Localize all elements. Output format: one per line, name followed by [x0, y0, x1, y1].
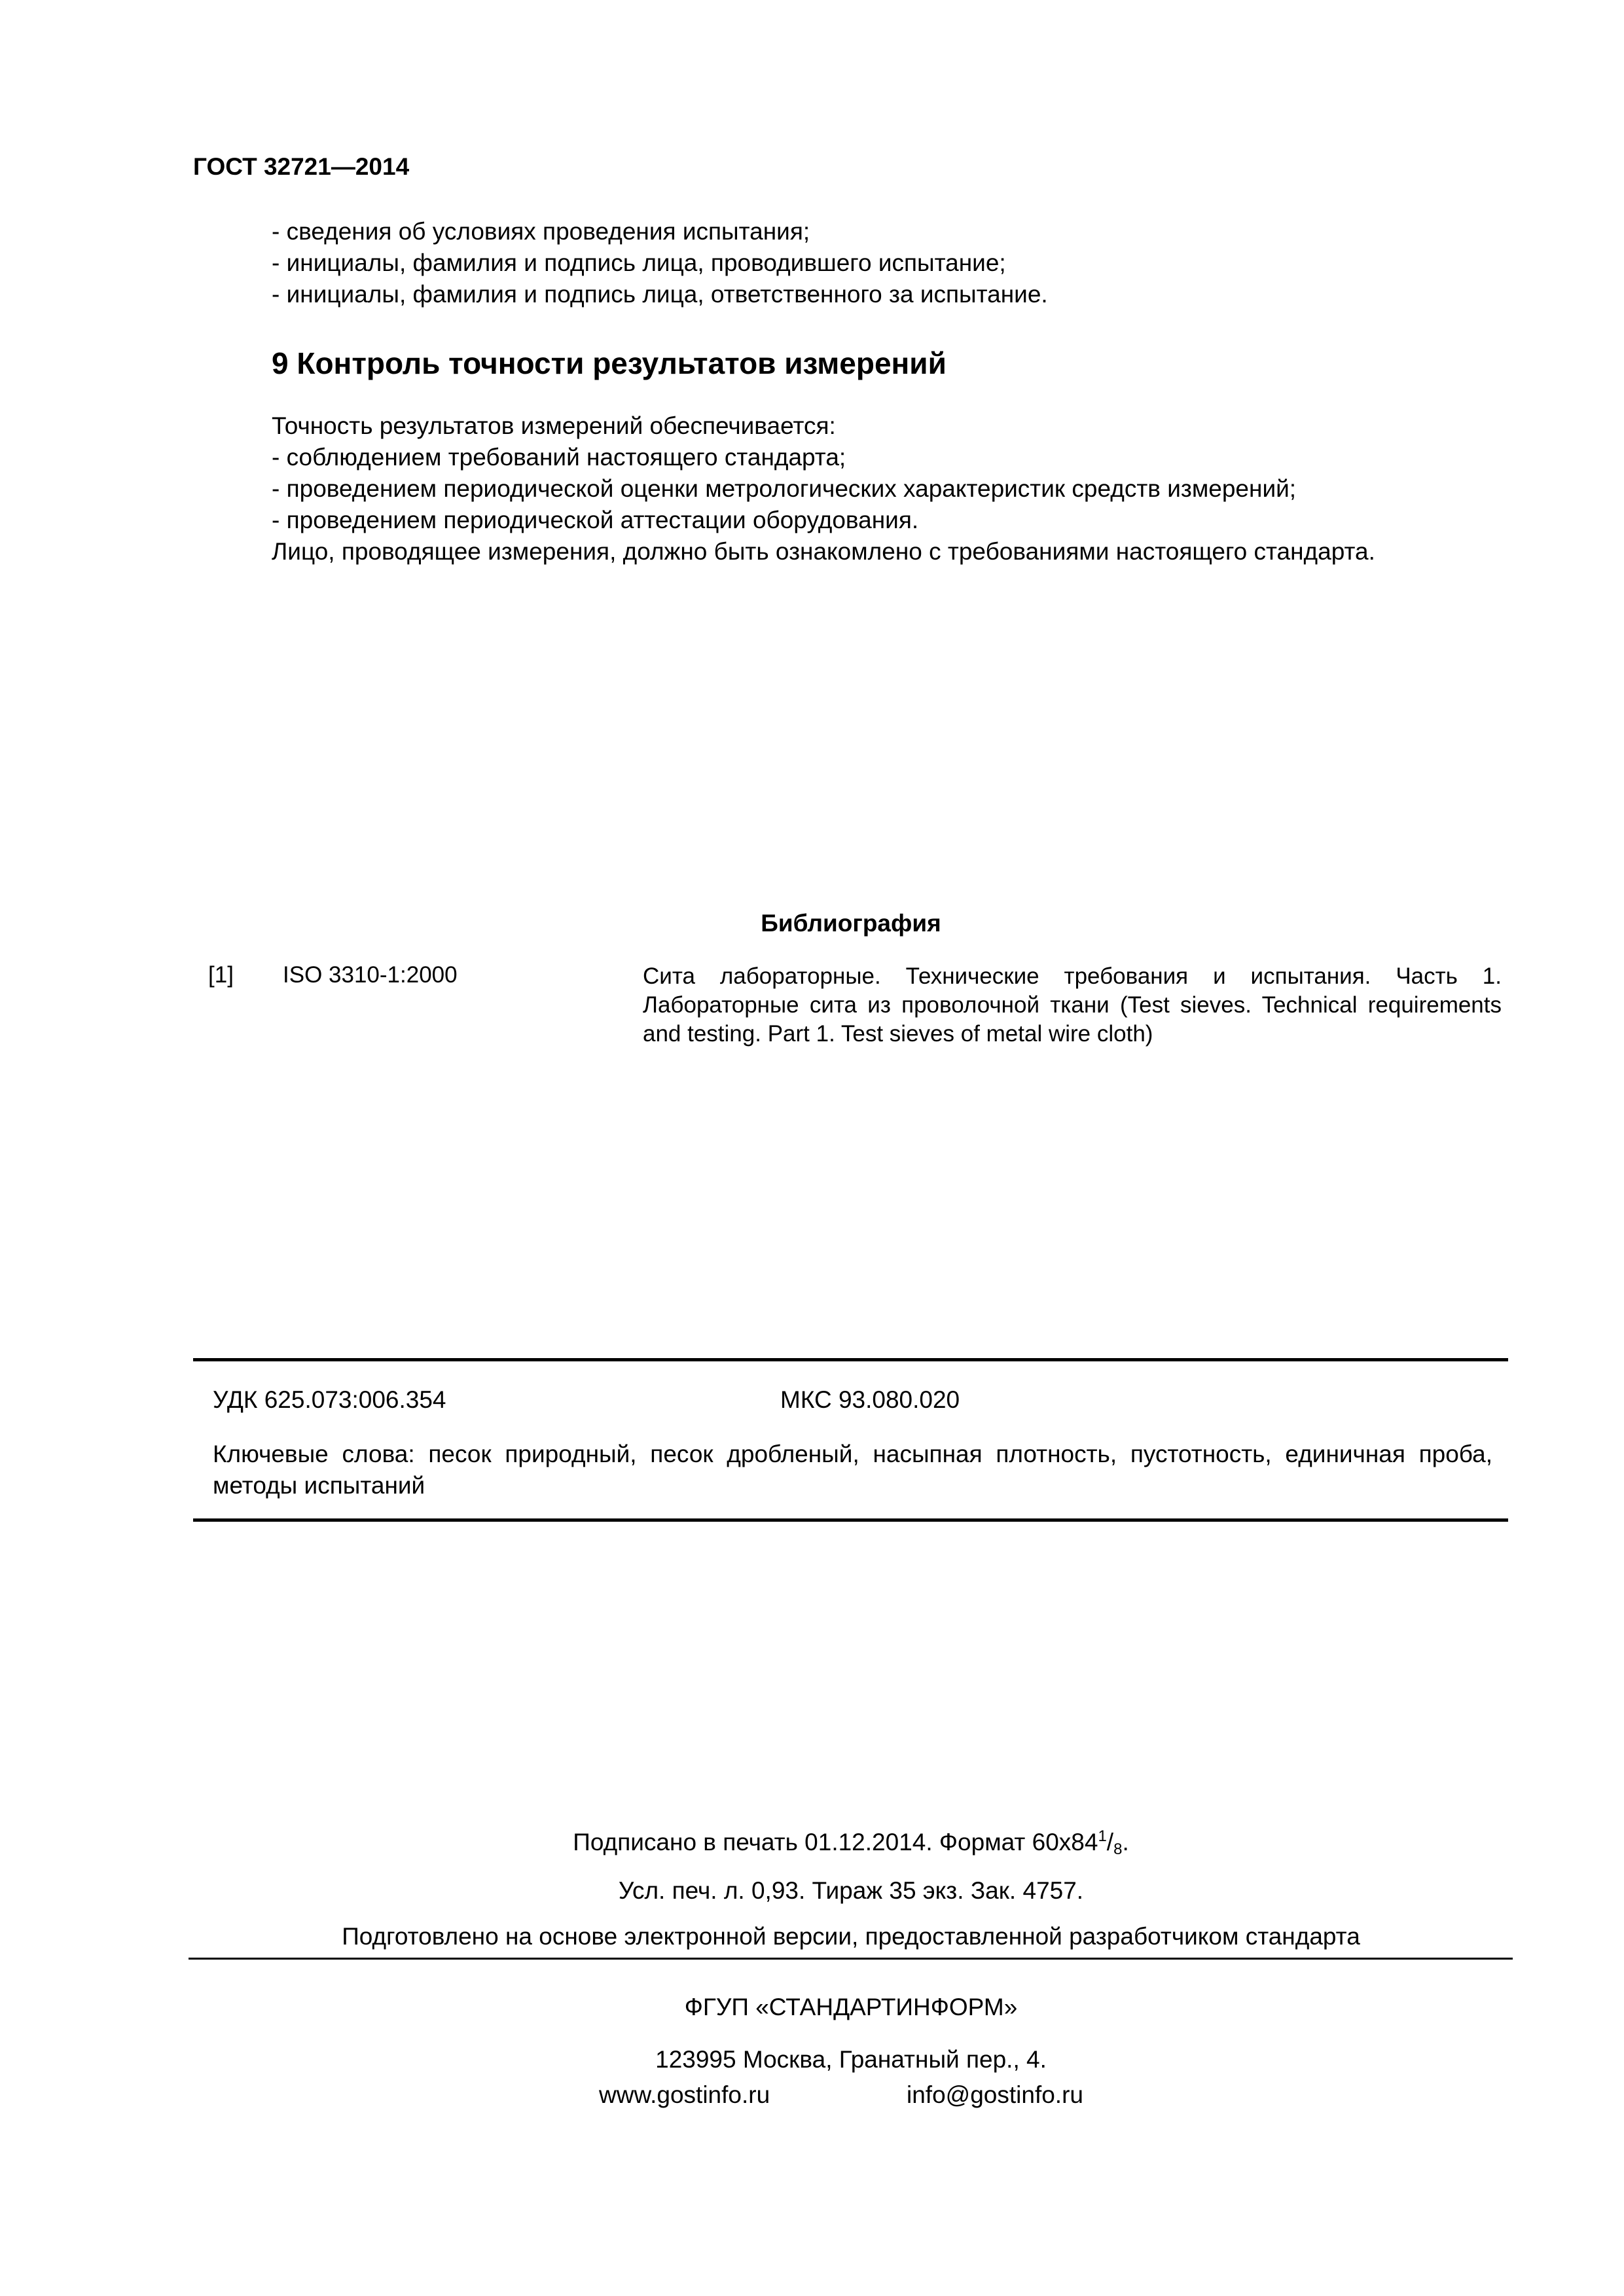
- signed-text: Подписано в печать 01.12.2014. Формат 60x84: [573, 1829, 1098, 1856]
- format-subscript: 8: [1113, 1840, 1123, 1858]
- document-code: ГОСТ 32721—2014: [193, 153, 410, 180]
- accuracy-item: - проведением периодической оценки метрологических характеристик средств измерений;: [272, 475, 1297, 502]
- publisher-name: ФГУП «СТАНДАРТИНФОРМ»: [684, 1994, 1018, 2020]
- format-slash: /: [1106, 1829, 1114, 1856]
- signed-line: [0, 1827, 1624, 1859]
- accuracy-item: - проведением периодической аттестации оборудования.: [272, 507, 919, 533]
- bibliography-heading: Библиография: [761, 910, 941, 937]
- report-item: - инициалы, фамилия и подпись лица, ответственного за испытание.: [272, 281, 1048, 308]
- publisher-address: 123995 Москва, Гранатный пер., 4.: [655, 2046, 1047, 2073]
- imprint-divider: [189, 1958, 1513, 1960]
- website-link[interactable]: www.gostinfo.ru: [599, 2081, 770, 2108]
- bottom-divider: [193, 1518, 1508, 1522]
- format-superscript: 1: [1098, 1827, 1107, 1845]
- bibliography-description: Сита лабораторные. Технические требования и испытания. Часть 1. Лабораторные сита из проволочной ткани (Test sieves. Technical requirements and testing. Part 1. Test sieves of metal wire cloth): [643, 963, 1502, 1047]
- report-item: - сведения об условиях проведения испытания;: [272, 218, 810, 245]
- bibliography-reference: ISO 3310-1:2000: [283, 962, 458, 988]
- mks-code: МКС 93.080.020: [780, 1386, 960, 1413]
- keywords: Ключевые слова: песок природный, песок дробленый, насыпная плотность, пустотность, единичная проба, методы испытаний: [213, 1441, 1492, 1499]
- accuracy-item: - соблюдением требований настоящего стандарта;: [272, 444, 846, 471]
- bibliography-number: [1]: [208, 962, 234, 988]
- top-divider: [193, 1358, 1508, 1361]
- print-info: Усл. печ. л. 0,93. Тираж 35 экз. Зак. 4757.: [618, 1877, 1084, 1904]
- section-heading: 9 Контроль точности результатов измерений: [272, 346, 947, 380]
- udk-code: УДК 625.073:006.354: [213, 1386, 446, 1413]
- email-link[interactable]: info@gostinfo.ru: [907, 2081, 1083, 2108]
- prepared-note: Подготовлено на основе электронной версии, предоставленной разработчиком стандарта: [342, 1923, 1360, 1950]
- report-item: - инициалы, фамилия и подпись лица, проводившего испытание;: [272, 249, 1006, 276]
- section-intro: Точность результатов измерений обеспечивается:: [272, 412, 836, 439]
- format-end: .: [1122, 1829, 1129, 1856]
- section-paragraph: Лицо, проводящее измерения, должно быть ознакомлено с требованиями настоящего стандарта.: [272, 538, 1375, 565]
